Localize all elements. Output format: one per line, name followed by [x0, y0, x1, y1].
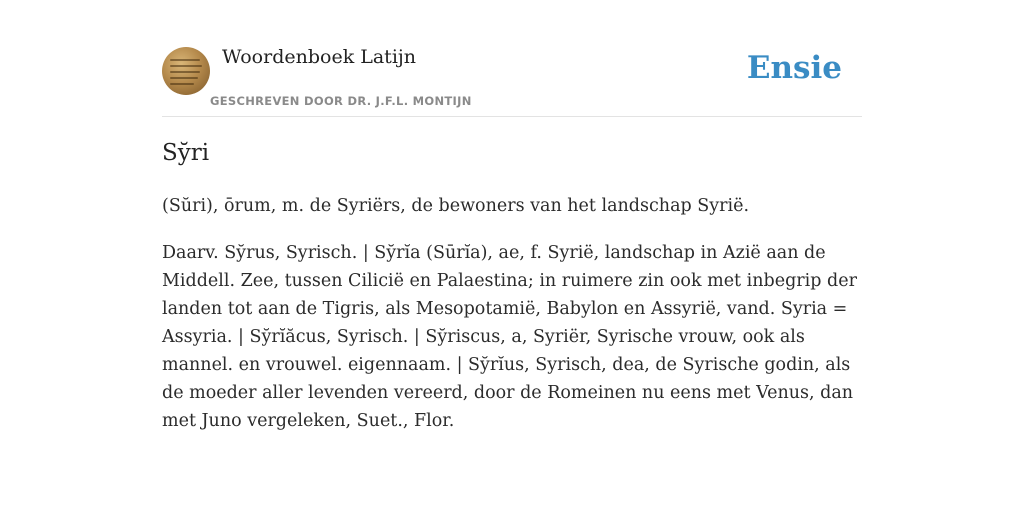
- dictionary-page: [162, 0, 862, 431]
- entry-definition: (Sŭri), ōrum, m. de Syriërs, de bewoners van het landschap Syrië.: [162, 196, 750, 216]
- entry-headword: Sy̆ri: [162, 140, 210, 166]
- entry-derivatives: Daarv. Sy̆rus, Syrisch. | Sy̆rĭa (Sūrĭa), ae, f. Syrië, landschap in Azië aan de Middell. Zee, tussen Cilicië en Palaestina; in ruimere zin ook met inbegrip der landen tot aan de Tigris, als Mesopotamië, Babylon en Assyrië, vand. Syria = Assyria. | Sy̆rĭăcus, Syrisch. | Sy̆riscus, a, Syriër, Syrische vrouw, ook als mannel. en vrouwel. eigennaam. | Sy̆rĭus, Syrisch, dea, de Syrische godin, als de moeder aller levenden vereerd, door de Romeinen nu eens met Venus, dan met Juno vergeleken, Suet., Flor.: [162, 243, 857, 431]
- dictionary-header: [162, 0, 862, 117]
- latin-inscription-coin-icon[interactable]: [162, 47, 210, 95]
- dictionary-title-link[interactable]: Woordenboek Latijn: [222, 46, 417, 68]
- author-byline: GESCHREVEN DOOR DR. J.F.L. MONTIJN: [210, 94, 472, 108]
- ensie-logo-link[interactable]: Ensie: [746, 50, 842, 86]
